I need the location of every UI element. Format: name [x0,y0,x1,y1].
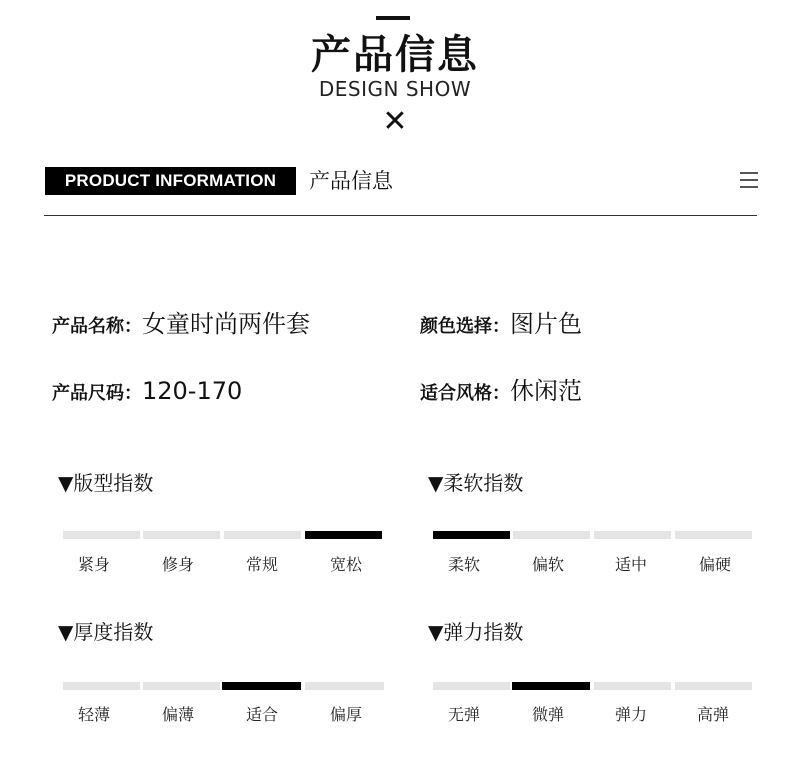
softness-scale-segment [513,531,590,539]
softness-scale-title: ▼柔软指数 [428,471,524,495]
info-label: 适合风格： [420,383,510,404]
info-size [52,374,242,411]
softness-scale-segment [433,531,510,539]
fit-option-label: 修身 [161,555,194,574]
info-label: 产品名称： [52,316,142,337]
softness-option-label: 偏软 [531,555,564,574]
elasticity-scale-segment [594,682,671,690]
hamburger-menu-icon[interactable] [740,172,758,190]
thickness-option-label: 适合 [245,705,278,724]
thickness-option-label: 轻薄 [77,705,110,724]
info-label: 颜色选择： [420,316,510,337]
softness-option-label: 偏硬 [698,555,731,574]
thickness-scale-title: ▼厚度指数 [58,620,154,644]
elasticity-scale-segment [675,682,752,690]
fit-scale-segment [305,531,382,539]
product-information-tag: PRODUCT INFORMATION [45,167,296,195]
thickness-scale-segment [63,682,140,690]
fit-scale-segment [143,531,220,539]
section-divider [44,215,757,216]
thickness-option-label: 偏薄 [161,705,194,724]
elasticity-scale-segment [433,682,510,690]
info-style [420,374,582,411]
elasticity-option-label: 高弹 [696,705,729,724]
fit-option-label: 常规 [245,555,278,574]
info-product-name [52,307,310,344]
fit-scale-title: ▼版型指数 [58,471,154,495]
info-value: 图片色 [510,310,582,338]
softness-option-label: 适中 [614,555,647,574]
elasticity-scale-segment [512,682,590,690]
fit-option-label: 紧身 [77,555,110,574]
section-label: 产品信息 [309,169,393,193]
softness-option-label: 柔软 [447,555,480,574]
thickness-option-label: 偏厚 [329,705,362,724]
thickness-scale-segment [222,682,301,690]
elasticity-scale-title: ▼弹力指数 [428,620,524,644]
info-value: 120-170 [142,377,243,405]
info-value: 女童时尚两件套 [142,310,310,338]
info-label: 产品尺码： [52,383,142,404]
thickness-scale-segment [305,682,384,690]
fit-option-label: 宽松 [329,555,362,574]
elasticity-option-label: 弹力 [614,705,647,724]
close-x-icon: ✕ [382,104,408,139]
header-top-bar [376,16,410,20]
page-title: 产品信息 [311,32,479,78]
fit-scale-segment [224,531,301,539]
softness-scale-segment [675,531,752,539]
softness-scale-segment [594,531,671,539]
elasticity-option-label: 无弹 [447,705,480,724]
info-color [420,307,582,344]
page-subtitle: DESIGN SHOW [318,77,472,101]
info-value: 休闲范 [510,377,582,405]
fit-scale-segment [63,531,140,539]
thickness-scale-segment [143,682,220,690]
elasticity-option-label: 微弹 [531,705,564,724]
